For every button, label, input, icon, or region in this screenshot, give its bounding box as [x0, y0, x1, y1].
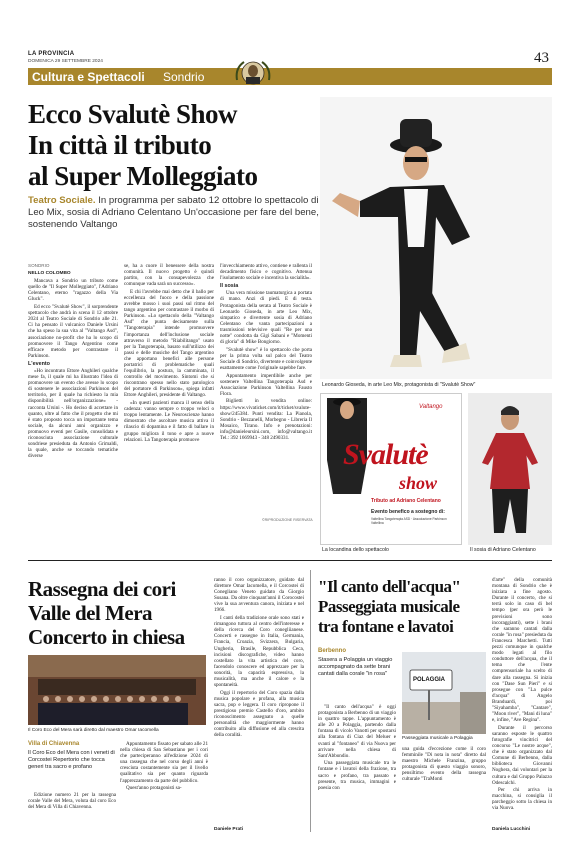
- water-headline-line: tra fontane e lavatoi: [318, 617, 454, 636]
- section-area: Sondrio: [163, 70, 205, 84]
- paper-name: LA PROVINCIA: [28, 51, 75, 57]
- poster-caption: La locandina dello spettacolo: [322, 547, 389, 553]
- choir-byline: Daniele Prati: [214, 827, 244, 832]
- copyright-note: ©RIPRODUZIONE RISERVATA: [262, 518, 313, 522]
- paragraph: Appuntamento imperdibile anche per sostenere Valtellina Tangoterapia Asd e Associazione Parkinson Valtellina Fausto Flora.: [220, 372, 312, 397]
- lead-headline-line: al Super Molleggiato: [28, 161, 258, 191]
- byline: NELLO COLOMBO: [28, 270, 71, 276]
- poster-beneficiaries: Valtellina Tangoterapia ASD · Associazione Parkinson Valtellina: [371, 517, 447, 525]
- choir-column-2: [120, 741, 208, 833]
- water-column-1: [318, 704, 396, 834]
- paragraph: Oggi il repertorio del Coro spazia dalla musica popolare e profana, alla musica sacra, pop e leggera. Il coro ripropone il prestigioso premio Castello d'oro, ambito riconoscimento assegnato a quelle personalità che maggiormente hanno contribuito alla diffusione ed alla crescita della coralità.: [214, 689, 304, 739]
- paragraph: Appuntamento fissato per sabato alle 21 nella chiesa di San Sebastiano per i cori che parteciperanno all'edizione 2024 di una rassegna che nel corso degli anni è cresciuta costantemente sia per il livello qualitativo sia per quanto riguarda l'apprezzamento da parte del pubblico.: [120, 741, 208, 784]
- main-photo-caption: Leonardo Gioseda, in arte Leo Mix, protagonista di "Svalutè Show": [322, 382, 476, 388]
- section-band: [28, 68, 552, 85]
- subheading: L'evento: [28, 360, 50, 367]
- water-byline: Daniela Lucchini: [492, 827, 531, 832]
- choir-deck: Il Coro Eco del Mera con i veneti di Corcostei Repertorio che tocca generi tra sacro e profano: [28, 750, 115, 770]
- deck-kicker: Teatro Sociale.: [28, 195, 96, 206]
- water-place: Berbenno: [318, 648, 347, 654]
- paragraph: I canti della tradizione orale sono stati e rimangono tuttora al centro dell'interesse e della ricerca del Coro conegliianese. Concerti e rassegne in Italia, Germania, Francia, Croazia, Svizzera, Bulgaria, Ungheria, Brasile, Repubblica Ceca, incisioni discografiche, video hanno costellato la vita artistica del coro, facendolo conoscere ed apprezzare per la sonorità, la capacità espressiva, la musicalità, ma anche il calore e la spontaneità.: [214, 615, 304, 689]
- paragraph: E chi l'avrebbe mai detto che il ballo per eccellenza del fuoco e della passione avrebbe mosso i suoi passi sul ritmo del tango argentino per contrastare il morbo di Parkinson. «Lo spettacolo della "Valtango Asd" che punta decisamente sulla "Tangoterapia" intende promuovere l'importanza dell'inclusione sociale attraverso il metodo "Riabilitango" usato per la Tangoterapia, basato sull'utilizzo dei passi e delle musiche del Tango argentino che apportano benefici alle persone portatrici di problematiche quali l'equilibrio, la postura, la camminata, il controllo del movimento. Sintomi che si riscontrano spesso nello stato patologico del portatore di Parkinson», spiega infatti Ettore Anghileri, presidente di Valtango.: [124, 288, 214, 399]
- lead-headline-line: In città il tributo: [28, 130, 212, 160]
- paragraph: "Svalutè show" è lo spettacolo che porta per la prima volta sul palco del Teatro Sociale di Sondrio, divertente e coinvolgente esattamente come l'originale sapebbe fare.: [220, 346, 312, 371]
- paragraph: Per chi arriva in macchina, si consiglia il parcheggio sotto la chiesa in via Nuova.: [492, 787, 552, 812]
- paragraph: Quest'anno protagonisti sa-: [126, 785, 182, 792]
- celentano-photo-caption: Il sosia di Adriano Celentano: [470, 547, 536, 553]
- dateline: SONDRIO: [28, 263, 50, 268]
- choir-column-3: [214, 577, 304, 825]
- choir-headline-line: Valle del Mera: [28, 601, 153, 625]
- water-headline: [318, 577, 488, 637]
- section-divider: [28, 560, 552, 561]
- water-deck: Stasera a Polaggia un viaggio accompagnato da sette brani cantati dalla corale "in rosa": [318, 657, 393, 677]
- paragraph: Una vera missione taumaturgica a portata di mano. Anzi di piedi. E di testa. Protagonista della serata al Teatro Sociale è Leonardo Gioseda, in arte Leo Mix, simpatico e divertente sosia di Adriano Celentano che vanta partecipazioni a trasmissioni televisive quali "Re per una notte" condotta da Gigi Sabani e "Momenti di gloria" di Mike Bongiorno.: [220, 290, 312, 346]
- water-column-2: [402, 746, 486, 834]
- lead-column-1: [28, 263, 118, 513]
- poster-title: Svalutè: [343, 438, 428, 471]
- poster-tribute: Tributo ad Adriano Celentano: [371, 498, 441, 504]
- paragraph: ranno il coro organizzatore, guidato dal direttore Omar Iacomella, e il Corcostei di Conegliano Veneto guidato da Giorgio Susana. Da oltre cinquant'anni il Corocostei vive la sua avventura canora, iniziata e nel 1966.: [214, 577, 304, 614]
- choir-headline: [28, 577, 228, 649]
- lead-deck: [28, 195, 320, 231]
- choir-column-1: [28, 792, 116, 832]
- paragraph: se, ha a cuore il benessere della nostra comunità. Il nuovo progetto è quindi partito, con la consapevolezza che comunque vada sarà un successo».: [124, 263, 214, 288]
- paragraph: Biglietti in vendita online: https://www.vivaticket.com/it/ticket/svalute-show/245384. Punti vendita: La Pianola, Sondrio - Bezzanelli, Morbegno - Libreria Il Mosaico, Tirano. Info e prenotazioni: info@danieleursini.com, info@valtango.it Tel.: 392 1669943 - 348 2490331.: [220, 398, 312, 442]
- page-number: 43: [534, 50, 549, 66]
- lead-column-2: [124, 263, 214, 513]
- water-headline-line: Passeggiata musicale: [318, 597, 460, 616]
- poster-show-word: show: [399, 473, 438, 493]
- paragraph: Edizione numero 21 per la rassegna corale Valle del Mera, voluta dal coro Eco del Mera di Villa di Chiavenna.: [28, 792, 116, 811]
- main-photo: [320, 97, 552, 379]
- paragraph: una guida d'eccezione come il coro femminile "Di nota in nota" diretto dal maestro Michele Franzina, gruppo protagonista di questo viaggio sonoro, pensiltimo evento della rassegna culturale "TraMonti: [402, 746, 486, 783]
- paragraph: «In questi pazienti manca il senso della cadenza: vanno sempre o troppo veloci o troppo lentamente. Le Neuroscienze hanno dimostrato che ascoltare musica attiva il rilascio di dopamina e il fatto di ballare in gruppo migliora il tono e apre a nuove relazioni. La Tangoterapia promuove: [124, 400, 214, 443]
- paragraph: «Ho incontrato Ettore Anghileri qualche mese fa, il quale mi ha illustrato l'idea di promuovere un evento che avesse lo scopo di sostenere le associazioni Parkinson del territorio, per il quale ha richiesto la mia disponibilità nell'organizzazione» - racconta Ursini -. Ho deciso di accettare in quanto, oltre al fatto che il progetto che mi è stato proposto tocca un importante tema sociale, da alcuni anni organizzo e promuovo eventi per Gasile, consolidata e riconosciuta associazione culturale sondriese presieduta da Antonio Grimaldi, la quale, anche se toccando tematiche diverse: [28, 368, 118, 460]
- issue-date: DOMENICA 29 SETTEMBRE 2024: [28, 59, 103, 64]
- subheading: Il sosia: [220, 283, 239, 290]
- water-column-3: [492, 577, 552, 825]
- paragraph: Durante il percorso saranno esposte le quattro fotografie vincitrici del concorso "Le nostre acque", che è stato organizzato dal Comune di Berbenno, dalla biblioteca Giovanni Noghera, dai volontari per la cultura e dal Gruppo Palazzo Odescalchi.: [492, 724, 552, 786]
- polaggia-photo: [402, 652, 486, 734]
- section-emblem: [234, 58, 272, 91]
- choir-photo-caption: Il Coro Eco del Mera sarà diretto dal maestro Omar Iacomella: [28, 728, 159, 733]
- polaggia-photo-caption: Passeggiata musicale a Polaggia: [402, 736, 473, 741]
- choir-place: Villa di Chiavenna: [28, 741, 80, 747]
- column-divider: [310, 570, 311, 832]
- choir-headline-line: Concerto in chiesa: [28, 625, 185, 649]
- water-headline-line: "Il canto dell'acqua": [318, 577, 461, 596]
- polaggia-sign: POLAGGIA: [413, 677, 446, 683]
- celentano-photo: [468, 393, 552, 545]
- deck-text: In programma per sabato 12 ottobre lo spettacolo di Leo Mix, sosia di Adriano Celentano Un'occasione per fare del bene, sostenendo Valtango: [28, 195, 319, 230]
- lead-headline: [28, 99, 308, 192]
- paragraph: Mancava a Sondrio un tributo come quello de "Il Super Molleggiato", l'Adriano Celentano, eterno "ragazzo della Via Gluck".: [28, 278, 118, 303]
- choir-headline-line: Rassegna dei cori: [28, 577, 176, 601]
- section-title: Cultura e Spettacoli: [32, 70, 145, 84]
- poster-image: [320, 393, 462, 545]
- paragraph: Ed ecco "Svalutè Show", il sorprendente spettacolo che andrà in scena il 12 ottobre 2024 al Teatro Sociale di Sondrio alle 21. Ci ha pensato il vulcanico Daniele Ursini che ha speso la sua vita al "Valtango Asd", associazione no-profit che ha lo scopo di promuovere il Tango Argentino come efficace metodo per contrastare il Parkinson.: [28, 304, 118, 359]
- poster-brand: Valtango: [419, 404, 443, 410]
- poster-event: Evento benefico a sostegno di:: [371, 509, 445, 515]
- paragraph: d'arte" della comunità montana di Sondrio che è iniziata a fine agosto. Durante il concerto, che si terrà solo in caso di bel tempo (per ora però le previsioni sono incoraggianti), sette i brani che saranno cantati dalla corale "in rosa" presieduta da Francesca Marchetti. Tutti pezzi comunque in qualche modo legati al filo conduttore dell'acqua, che il tema che l'ente comprensoriale ha scelto di dare alla rassegna. Si inizia con "Dase Sun Pieri" e si prosegue con "La pulce d'acqua" di Angelo Branduardi, poi "Siyahamba", "Cantare", "Moon river", "Mani di luna" e, infine, "Ave Regina".: [492, 577, 552, 724]
- choir-photo: [28, 655, 206, 725]
- lead-column-3: [220, 263, 312, 513]
- paragraph: "Il canto dell'acqua" è oggi protagonista a Berbenno di un viaggio in quattro tappe. L'appuntamento è alle 20 a Polaggia, partendo dalla fontana di vicolo Vanotti per spostarsi alla fontana di Ciaz del Meluer e svanti al "fontaneo" di via Nuova per arrivare nella chiesa di Sant'Abbondio.: [318, 704, 396, 759]
- lead-headline-line: Ecco Svalutè Show: [28, 99, 238, 129]
- paragraph: Una passeggiata musicale tra le fontane e i lavatoi della frazione, tra sacro e profano, tra passato e presente, tra musica, immagini e poesia con: [318, 760, 396, 791]
- paragraph: l'invecchiamento attivo, contiene e rallenta il decadimento fisico e cognitivo. Attenua l'isolamento sociale e incentiva la socialità».: [220, 263, 312, 282]
